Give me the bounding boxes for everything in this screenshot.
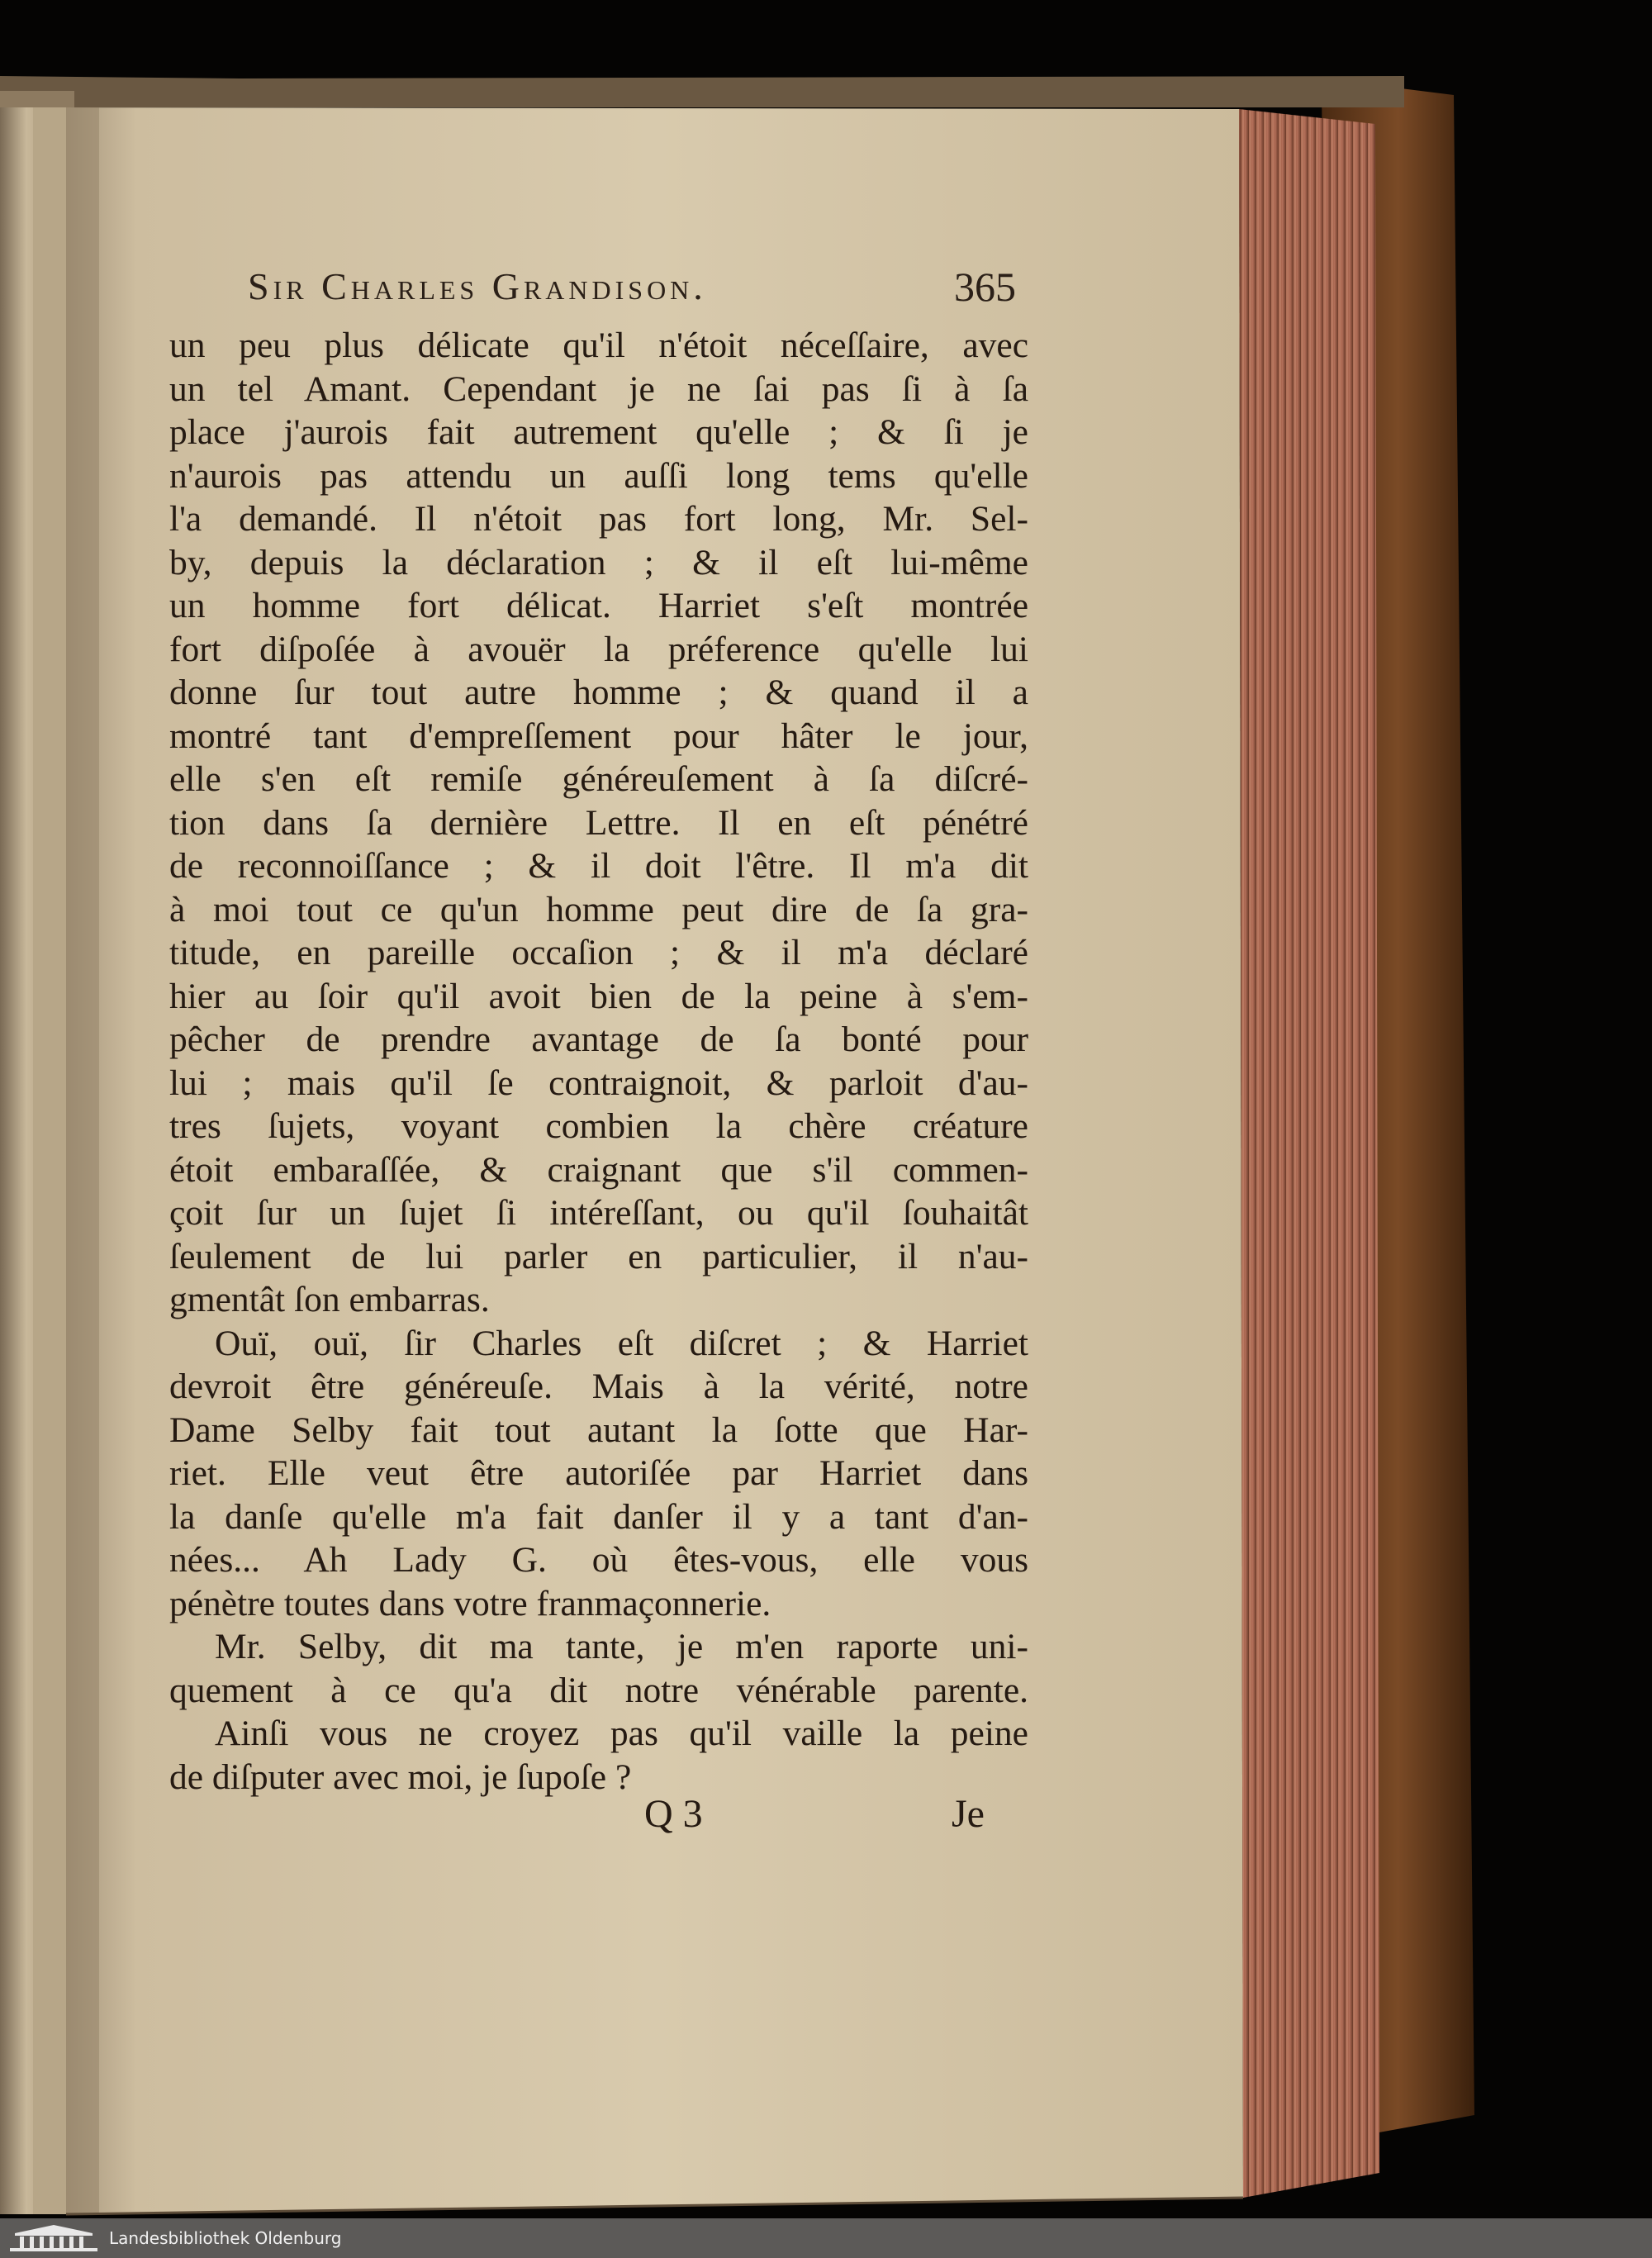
text-line: pêcher de prendre avantage de ſa bonté pour	[169, 1020, 1028, 1059]
text-line: n'aurois pas attendu un auſſi long tems qu'elle	[169, 455, 1028, 496]
text-line: de diſputer avec moi, je ſupoſe ?	[169, 1756, 632, 1797]
text-line: çoit ſur un ſujet ſi intéreſſant, ou qu'il ſouhaitât	[169, 1193, 1028, 1233]
library-building-logo	[8, 2223, 99, 2253]
text-line: by, depuis la déclaration ; & il eſt lui-même	[169, 542, 1028, 582]
text-line: nées... Ah Lady G. où êtes-vous, elle vous	[169, 1540, 1028, 1580]
text-line: devroit être généreuſe. Mais à la vérité, notre	[169, 1367, 1028, 1406]
text-line: la danſe qu'elle m'a fait danſer il y a tant d'an-	[169, 1496, 1028, 1537]
signature-mark: Q 3	[644, 1792, 703, 1836]
text-line: fort diſpoſée à avouër la préference qu'elle lui	[169, 629, 1028, 669]
text-line: de reconnoiſſance ; & il doit l'être. Il m'a dit	[169, 846, 1028, 886]
text-line: à moi tout ce qu'un homme peut dire de ſa gra-	[169, 889, 1028, 929]
text-line: l'a demandé. Il n'étoit pas fort long, Mr. Sel-	[169, 499, 1028, 539]
text-line: donne ſur tout autre homme ; & quand il a	[169, 673, 1028, 712]
text-line: titude, en pareille occaſion ; & il m'a déclaré	[169, 933, 1028, 972]
page-number: 365	[954, 264, 1016, 310]
text-line: un homme fort délicat. Harriet s'eſt montrée	[169, 586, 1028, 625]
text-line: riet. Elle veut être autoriſée par Harriet dans	[169, 1453, 1028, 1493]
running-header	[215, 256, 1041, 322]
catchword: Je	[952, 1792, 985, 1836]
text-line: Dame Selby fait tout autant la ſotte que Har-	[169, 1409, 1028, 1450]
text-line: montré tant d'empreſſement pour hâter le jour,	[169, 715, 1028, 756]
library-name: Landesbibliothek Oldenburg	[109, 2228, 342, 2248]
text-line: quement à ce qu'a dit notre vénérable parente.	[169, 1670, 1028, 1710]
text-line: Ainſi vous ne croyez pas qu'il vaille la peine	[215, 1714, 1028, 1753]
text-line: un peu plus délicate qu'il n'étoit néceſſaire, avec	[169, 326, 1028, 365]
text-line: gmentât ſon embarras.	[169, 1280, 490, 1319]
text-line: étoit embaraſſée, & craignant que s'il commen-	[169, 1149, 1028, 1190]
text-line: lui ; mais qu'il ſe contraignoit, & parloit d'au-	[169, 1062, 1028, 1103]
library-footer-bar	[0, 2218, 1652, 2258]
running-head-title: Sir Charles Grandison.	[248, 265, 707, 307]
text-line: pénètre toutes dans votre franmaçonnerie.	[169, 1583, 771, 1623]
page-body-text	[169, 324, 1028, 1799]
text-line: tion dans ſa dernière Lettre. Il en eſt pénétré	[169, 802, 1028, 843]
text-line: elle s'en eſt remiſe généreuſement à ſa diſcré-	[169, 759, 1028, 799]
text-line: place j'aurois fait autrement qu'elle ; & ſi je	[169, 412, 1028, 452]
text-line: Ouï, ouï, ſir Charles eſt diſcret ; & Harriet	[215, 1323, 1028, 1363]
text-line: Mr. Selby, dit ma tante, je m'en raporte uni-	[215, 1627, 1028, 1666]
text-line: ſeulement de lui parler en particulier, il n'au-	[169, 1236, 1028, 1276]
text-line: tres ſujets, voyant combien la chère créature	[169, 1106, 1028, 1146]
text-line: hier au ſoir qu'il avoit bien de la peine à s'em-	[169, 976, 1028, 1016]
text-line: un tel Amant. Cependant je ne ſai pas ſi à ſa	[169, 368, 1028, 409]
